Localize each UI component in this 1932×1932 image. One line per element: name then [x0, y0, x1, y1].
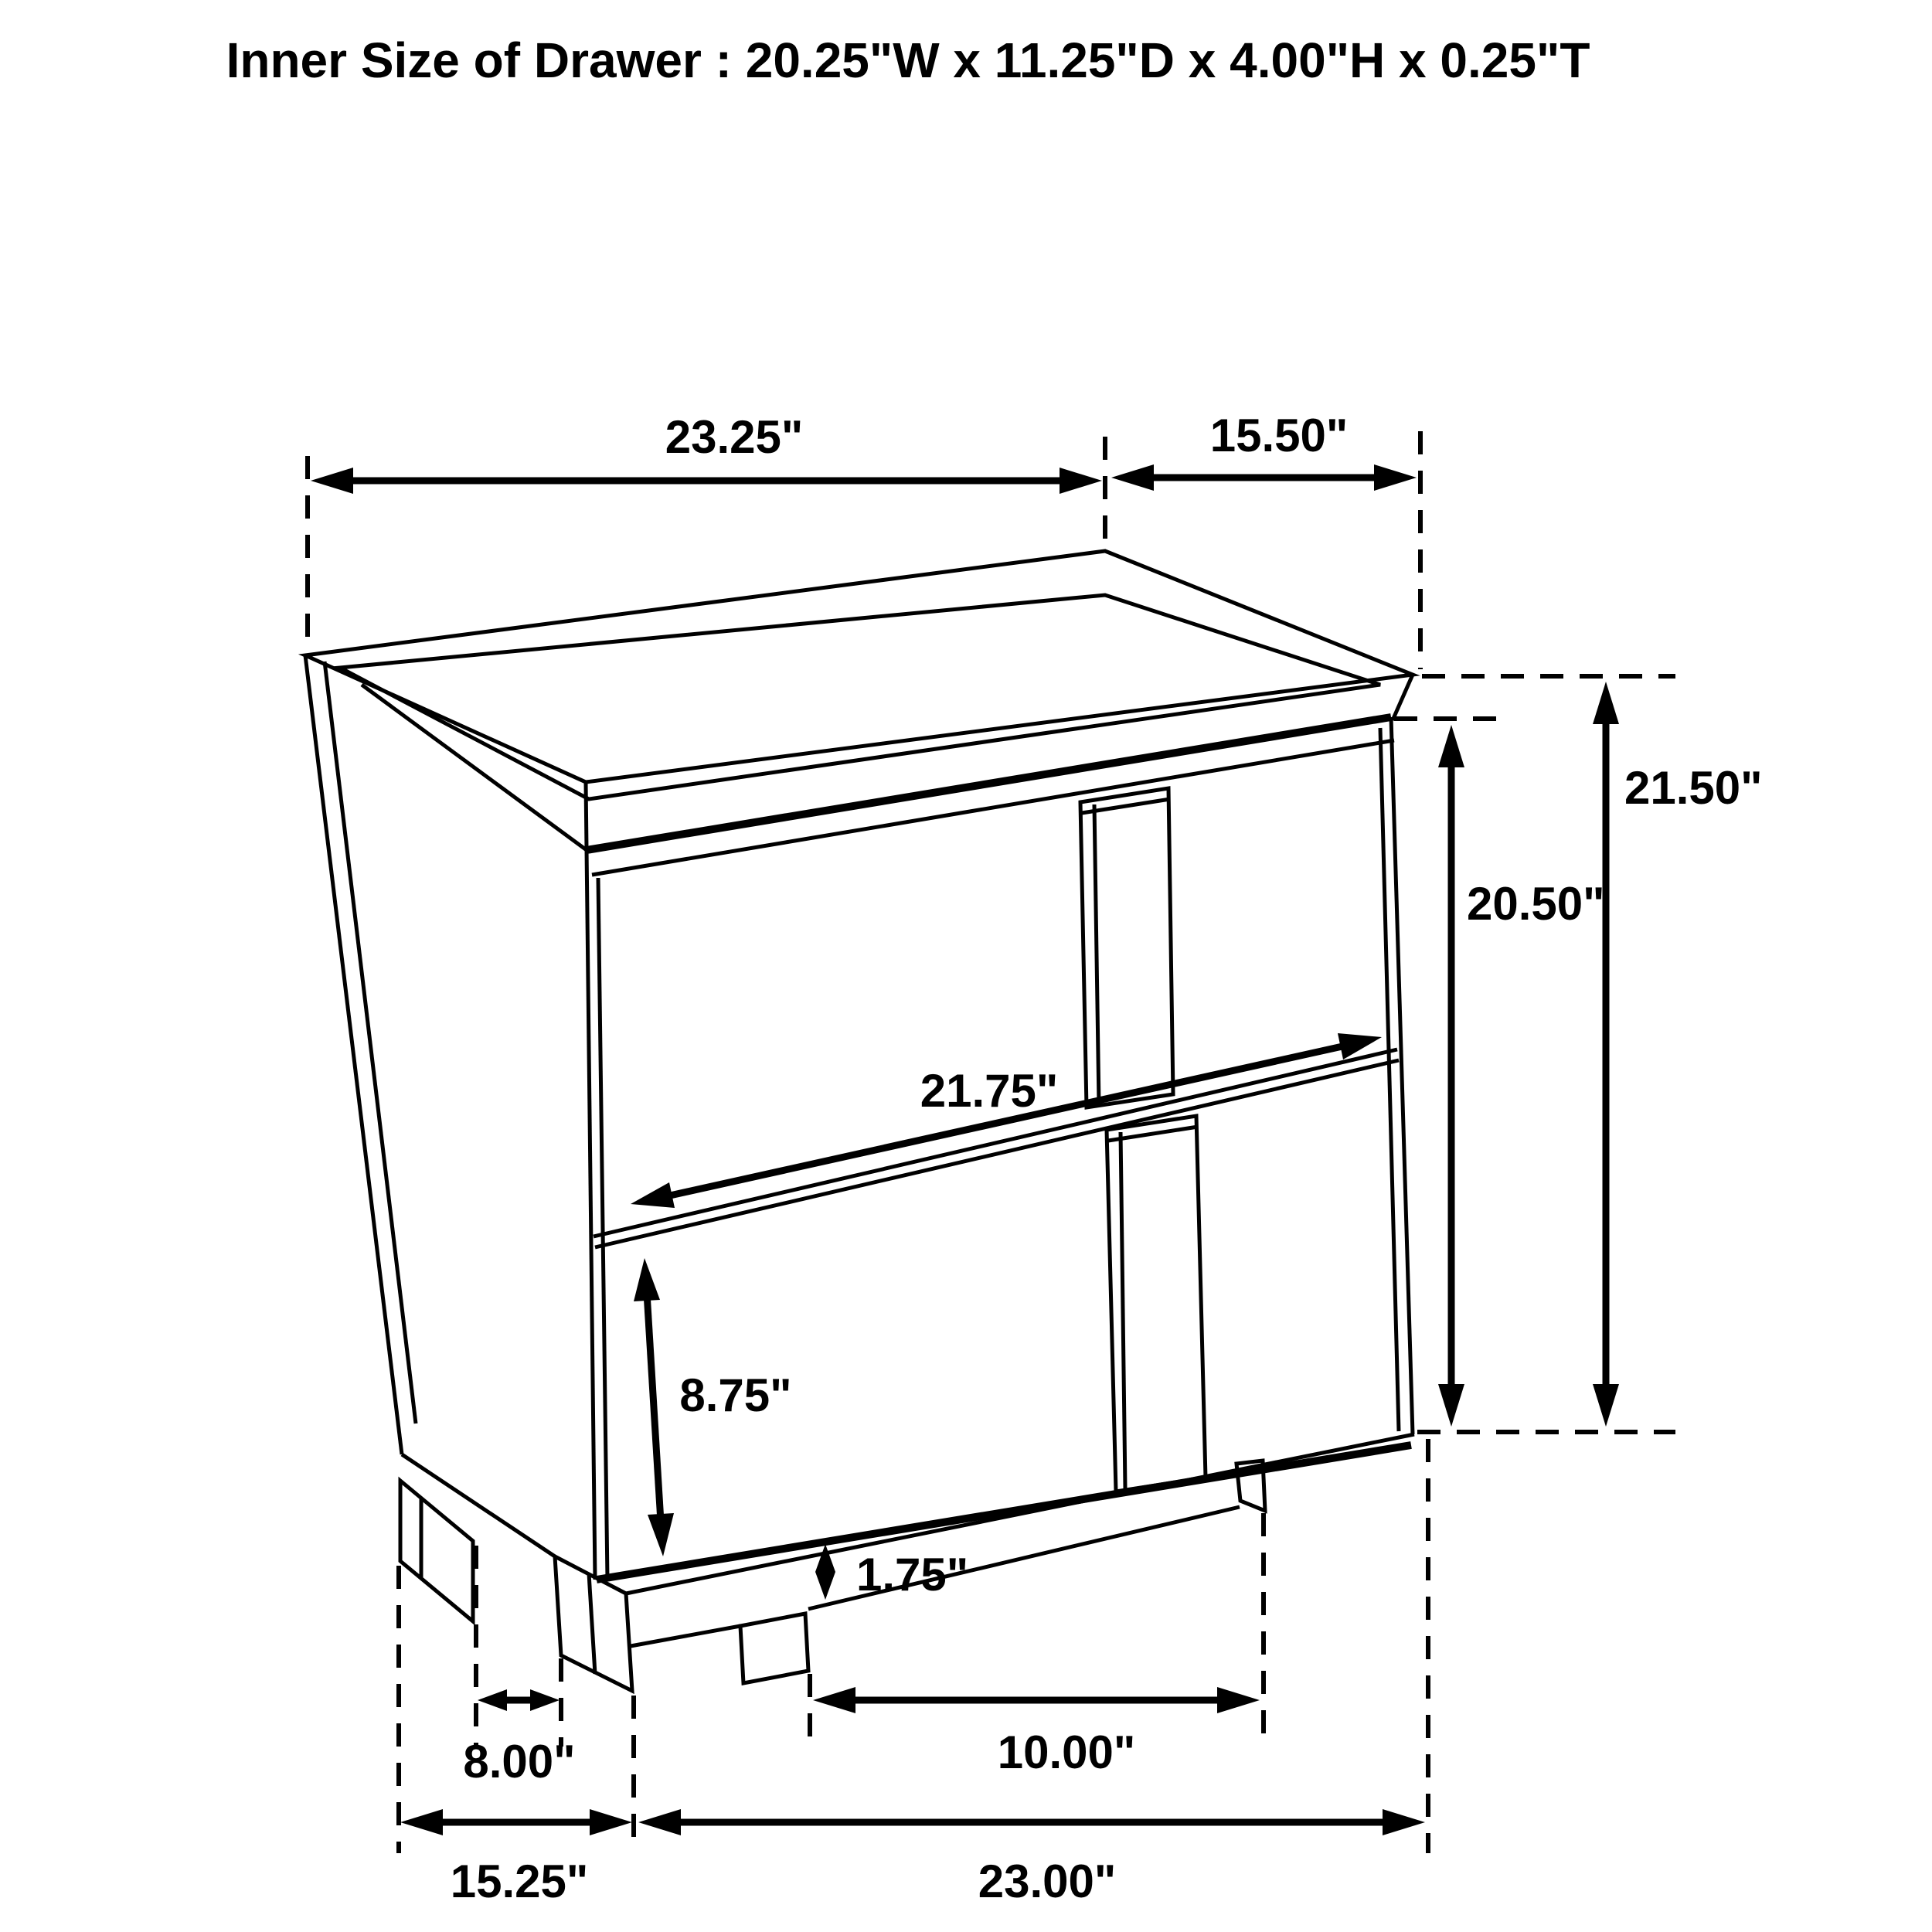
dim-label-overall-height: 21.50" [1624, 762, 1763, 814]
dim-label-top-width: 23.25" [665, 411, 804, 463]
dim-label-top-depth: 15.50" [1209, 410, 1349, 461]
dim-label-body-height: 20.50" [1467, 878, 1605, 930]
dim-label-plinth-height: 1.75" [856, 1549, 969, 1600]
dim-label-front-footprint: 23.00" [978, 1855, 1117, 1907]
dim-label-bottom-drawer-height: 8.75" [679, 1369, 792, 1421]
dim-label-drawer-width: 21.75" [920, 1065, 1059, 1117]
dim-label-front-leg-gap: 10.00" [997, 1726, 1136, 1778]
dim-label-side-footprint: 15.25" [450, 1855, 589, 1907]
dim-label-side-leg-gap: 8.00" [463, 1736, 576, 1787]
diagram-title: Inner Size of Drawer : 20.25"W x 11.25"D x 4.00"H x 0.25"T [226, 32, 1590, 88]
